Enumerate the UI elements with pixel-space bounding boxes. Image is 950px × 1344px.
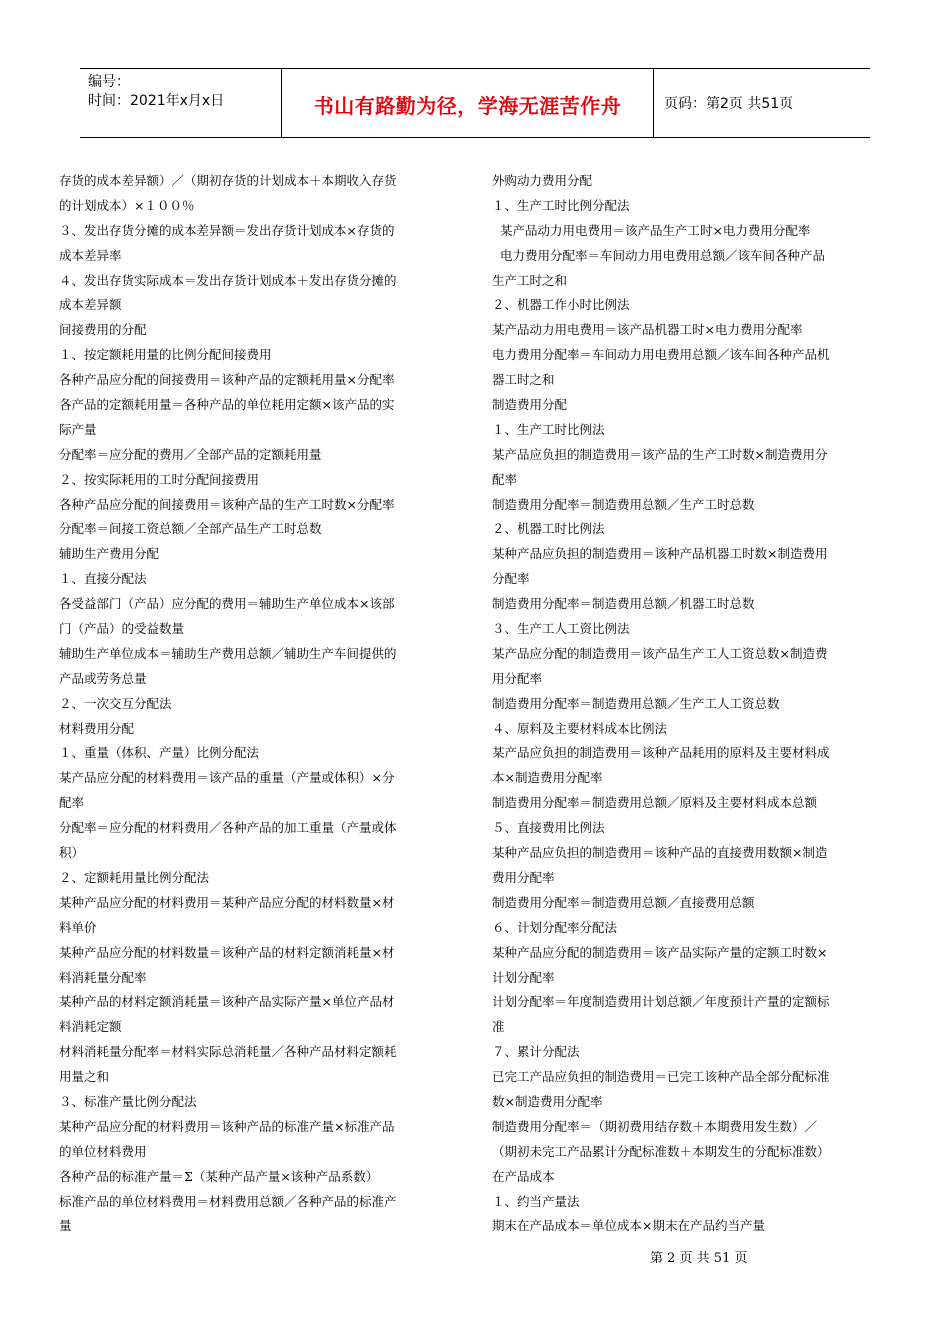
text-line: 某产品应负担的制造费用＝该产品的生产工时数×制造费用分 [492,446,828,462]
header-motto: 书山有路勤为径，学海无涯苦作舟 [282,69,654,137]
text-line: 间接费用的分配 [59,322,147,338]
text-line: 产品或劳务总量 [59,670,147,686]
text-line: 用量之和 [59,1069,110,1085]
text-line: 某种产品应分配的制造费用＝该产品实际产量的定额工时数× [492,944,828,960]
text-line: 某产品应分配的制造费用＝该产品生产工人工资总数×制造费 [492,645,828,661]
text-line: １、约当产量法 [492,1193,580,1209]
text-line: 材料消耗量分配率＝材料实际总消耗量／各种产品材料定额耗 [59,1044,397,1060]
text-line: ３、标准产量比例分配法 [59,1093,197,1109]
text-line: （期初未完工产品累计分配标准数＋本期发生的分配标准数） [492,1143,830,1159]
text-line: 数×制造费用分配率 [492,1093,603,1109]
text-line: 制造费用分配 [492,397,568,413]
text-line: 制造费用分配率＝制造费用总额／生产工时总数 [492,496,755,512]
text-line: ７、累计分配法 [492,1044,580,1060]
text-line: 期末在产品成本＝单位成本×期末在产品约当产量 [492,1218,765,1234]
text-line: ５、直接费用比例法 [492,820,605,836]
text-line: 制造费用分配率＝制造费用总额／原料及主要材料成本总额 [492,795,818,811]
text-line: 生产工时之和 [492,272,568,288]
text-line: 用分配率 [492,670,543,686]
time-label: 时间：2021年x月x日 [88,93,225,109]
text-line: ６、计划分配率分配法 [492,919,618,935]
text-line: １、生产工时比例分配法 [492,197,630,213]
text-line: 电力费用分配率＝车间动力用电费用总额／该车间各种产品 [492,247,825,263]
text-line: 制造费用分配率＝（期初费用结存数＋本期费用发生数）／ [492,1118,818,1134]
text-line: 器工时之和 [492,372,555,388]
text-line: 在产品成本 [492,1168,555,1184]
page-footer: 第 2 页 共 51 页 [650,1251,748,1266]
text-line: 某种产品应分配的材料数量＝该种产品的材料定额消耗量×材 [59,944,395,960]
text-line: 某种产品应负担的制造费用＝该种产品机器工时数×制造费用 [492,546,828,562]
left-column [59,169,463,1239]
text-line: 的单位材料费用 [59,1143,147,1159]
text-line: 分配率＝应分配的费用／全部产品的定额耗用量 [59,446,322,462]
text-line: 各种产品的标准产量＝Σ（某种产品产量×该种产品系数） [59,1168,379,1184]
text-line: 费用分配率 [492,869,555,885]
text-line: 际产量 [59,421,97,437]
text-line: 辅助生产费用分配 [59,546,160,562]
text-line: 配率 [59,795,85,811]
text-line: １、按定额耗用量的比例分配间接费用 [59,347,272,363]
text-line: 已完工产品应负担的制造费用＝已完工该种产品全部分配标准 [492,1069,830,1085]
right-column [492,169,896,1239]
text-line: 制造费用分配率＝制造费用总额／生产工人工资总数 [492,695,780,711]
page-header [80,68,870,138]
text-line: 某种产品应负担的制造费用＝该种产品的直接费用数额×制造 [492,845,828,861]
text-line: 成本差异率 [59,247,122,263]
text-line: 各受益部门（产品）应分配的费用＝辅助生产单位成本×该部 [59,596,395,612]
text-line: 料单价 [59,919,97,935]
text-line: ４、发出存货实际成本＝发出存货计划成本＋发出存货分摊的 [59,272,397,288]
text-line: ２、一次交互分配法 [59,695,172,711]
text-line: 配率 [492,471,518,487]
text-line: ３、生产工人工资比例法 [492,621,630,637]
text-line: ２、按实际耗用的工时分配间接费用 [59,471,260,487]
text-line: １、重量（体积、产量）比例分配法 [59,745,260,761]
text-line: １、生产工时比例法 [492,421,605,437]
text-line: 分配率＝应分配的材料费用／各种产品的加工重量（产量或体 [59,820,397,836]
text-line: 量 [59,1218,72,1234]
text-line: 某产品动力用电费用＝该产品生产工时×电力费用分配率 [492,222,811,238]
text-line: 各种产品应分配的间接费用＝该种产品的定额耗用量×分配率 [59,372,395,388]
header-page-info: 页码：第2页 共51页 [664,96,794,112]
text-line: 某产品应分配的材料费用＝该产品的重量（产量或体积）×分 [59,770,395,786]
text-line: 料消耗定额 [59,1019,122,1035]
header-meta [80,69,282,137]
text-line: 某种产品应分配的材料费用＝某种产品应分配的材料数量×材 [59,894,395,910]
text-line: 计划分配率 [492,969,555,985]
text-line: ２、机器工作小时比例法 [492,297,630,313]
text-line: 某产品动力用电费用＝该产品机器工时×电力费用分配率 [492,322,803,338]
text-line: 分配率＝间接工资总额／全部产品生产工时总数 [59,521,322,537]
text-line: 门（产品）的受益数量 [59,621,185,637]
text-line: 分配率 [492,571,530,587]
text-line: 制造费用分配率＝制造费用总额／机器工时总数 [492,596,755,612]
text-line: 成本差异额 [59,297,122,313]
text-line: 辅助生产单位成本＝辅助生产费用总额／辅助生产车间提供的 [59,645,397,661]
text-line: ４、原料及主要材料成本比例法 [492,720,668,736]
text-line: 某产品应负担的制造费用＝该种产品耗用的原料及主要材料成 [492,745,830,761]
text-line: 电力费用分配率＝车间动力用电费用总额／该车间各种产品机 [492,347,830,363]
text-line: 存货的成本差异额）／（期初存货的计划成本＋本期收入存货 [59,173,397,188]
text-line: 的计划成本）×１００％ [59,197,195,213]
text-line: 材料费用分配 [59,720,135,736]
text-line: 各产品的定额耗用量＝各种产品的单位耗用定额×该产品的实 [59,397,395,413]
text-line: 计划分配率＝年度制造费用计划总额／年度预计产量的定额标 [492,994,830,1010]
number-label: 编号： [88,74,130,90]
text-line: 制造费用分配率＝制造费用总额／直接费用总额 [492,894,755,910]
text-line: １、直接分配法 [59,571,147,587]
text-line: ３、发出存货分摊的成本差异额＝发出存货计划成本×存货的 [59,222,395,238]
text-line: ２、机器工时比例法 [492,521,605,537]
text-line: 料消耗量分配率 [59,969,147,985]
text-line: 准 [492,1019,505,1035]
text-line: 积） [59,845,85,861]
text-line: 某种产品的材料定额消耗量＝该种产品实际产量×单位产品材 [59,994,395,1010]
text-line: 外购动力费用分配 [492,173,593,188]
text-line: 各种产品应分配的间接费用＝该种产品的生产工时数×分配率 [59,496,395,512]
text-line: ２、定额耗用量比例分配法 [59,869,210,885]
text-line: 某种产品应分配的材料费用＝该种产品的标准产量×标准产品 [59,1118,395,1134]
text-line: 本×制造费用分配率 [492,770,603,786]
text-line: 标准产品的单位材料费用＝材料费用总额／各种产品的标准产 [59,1193,397,1209]
